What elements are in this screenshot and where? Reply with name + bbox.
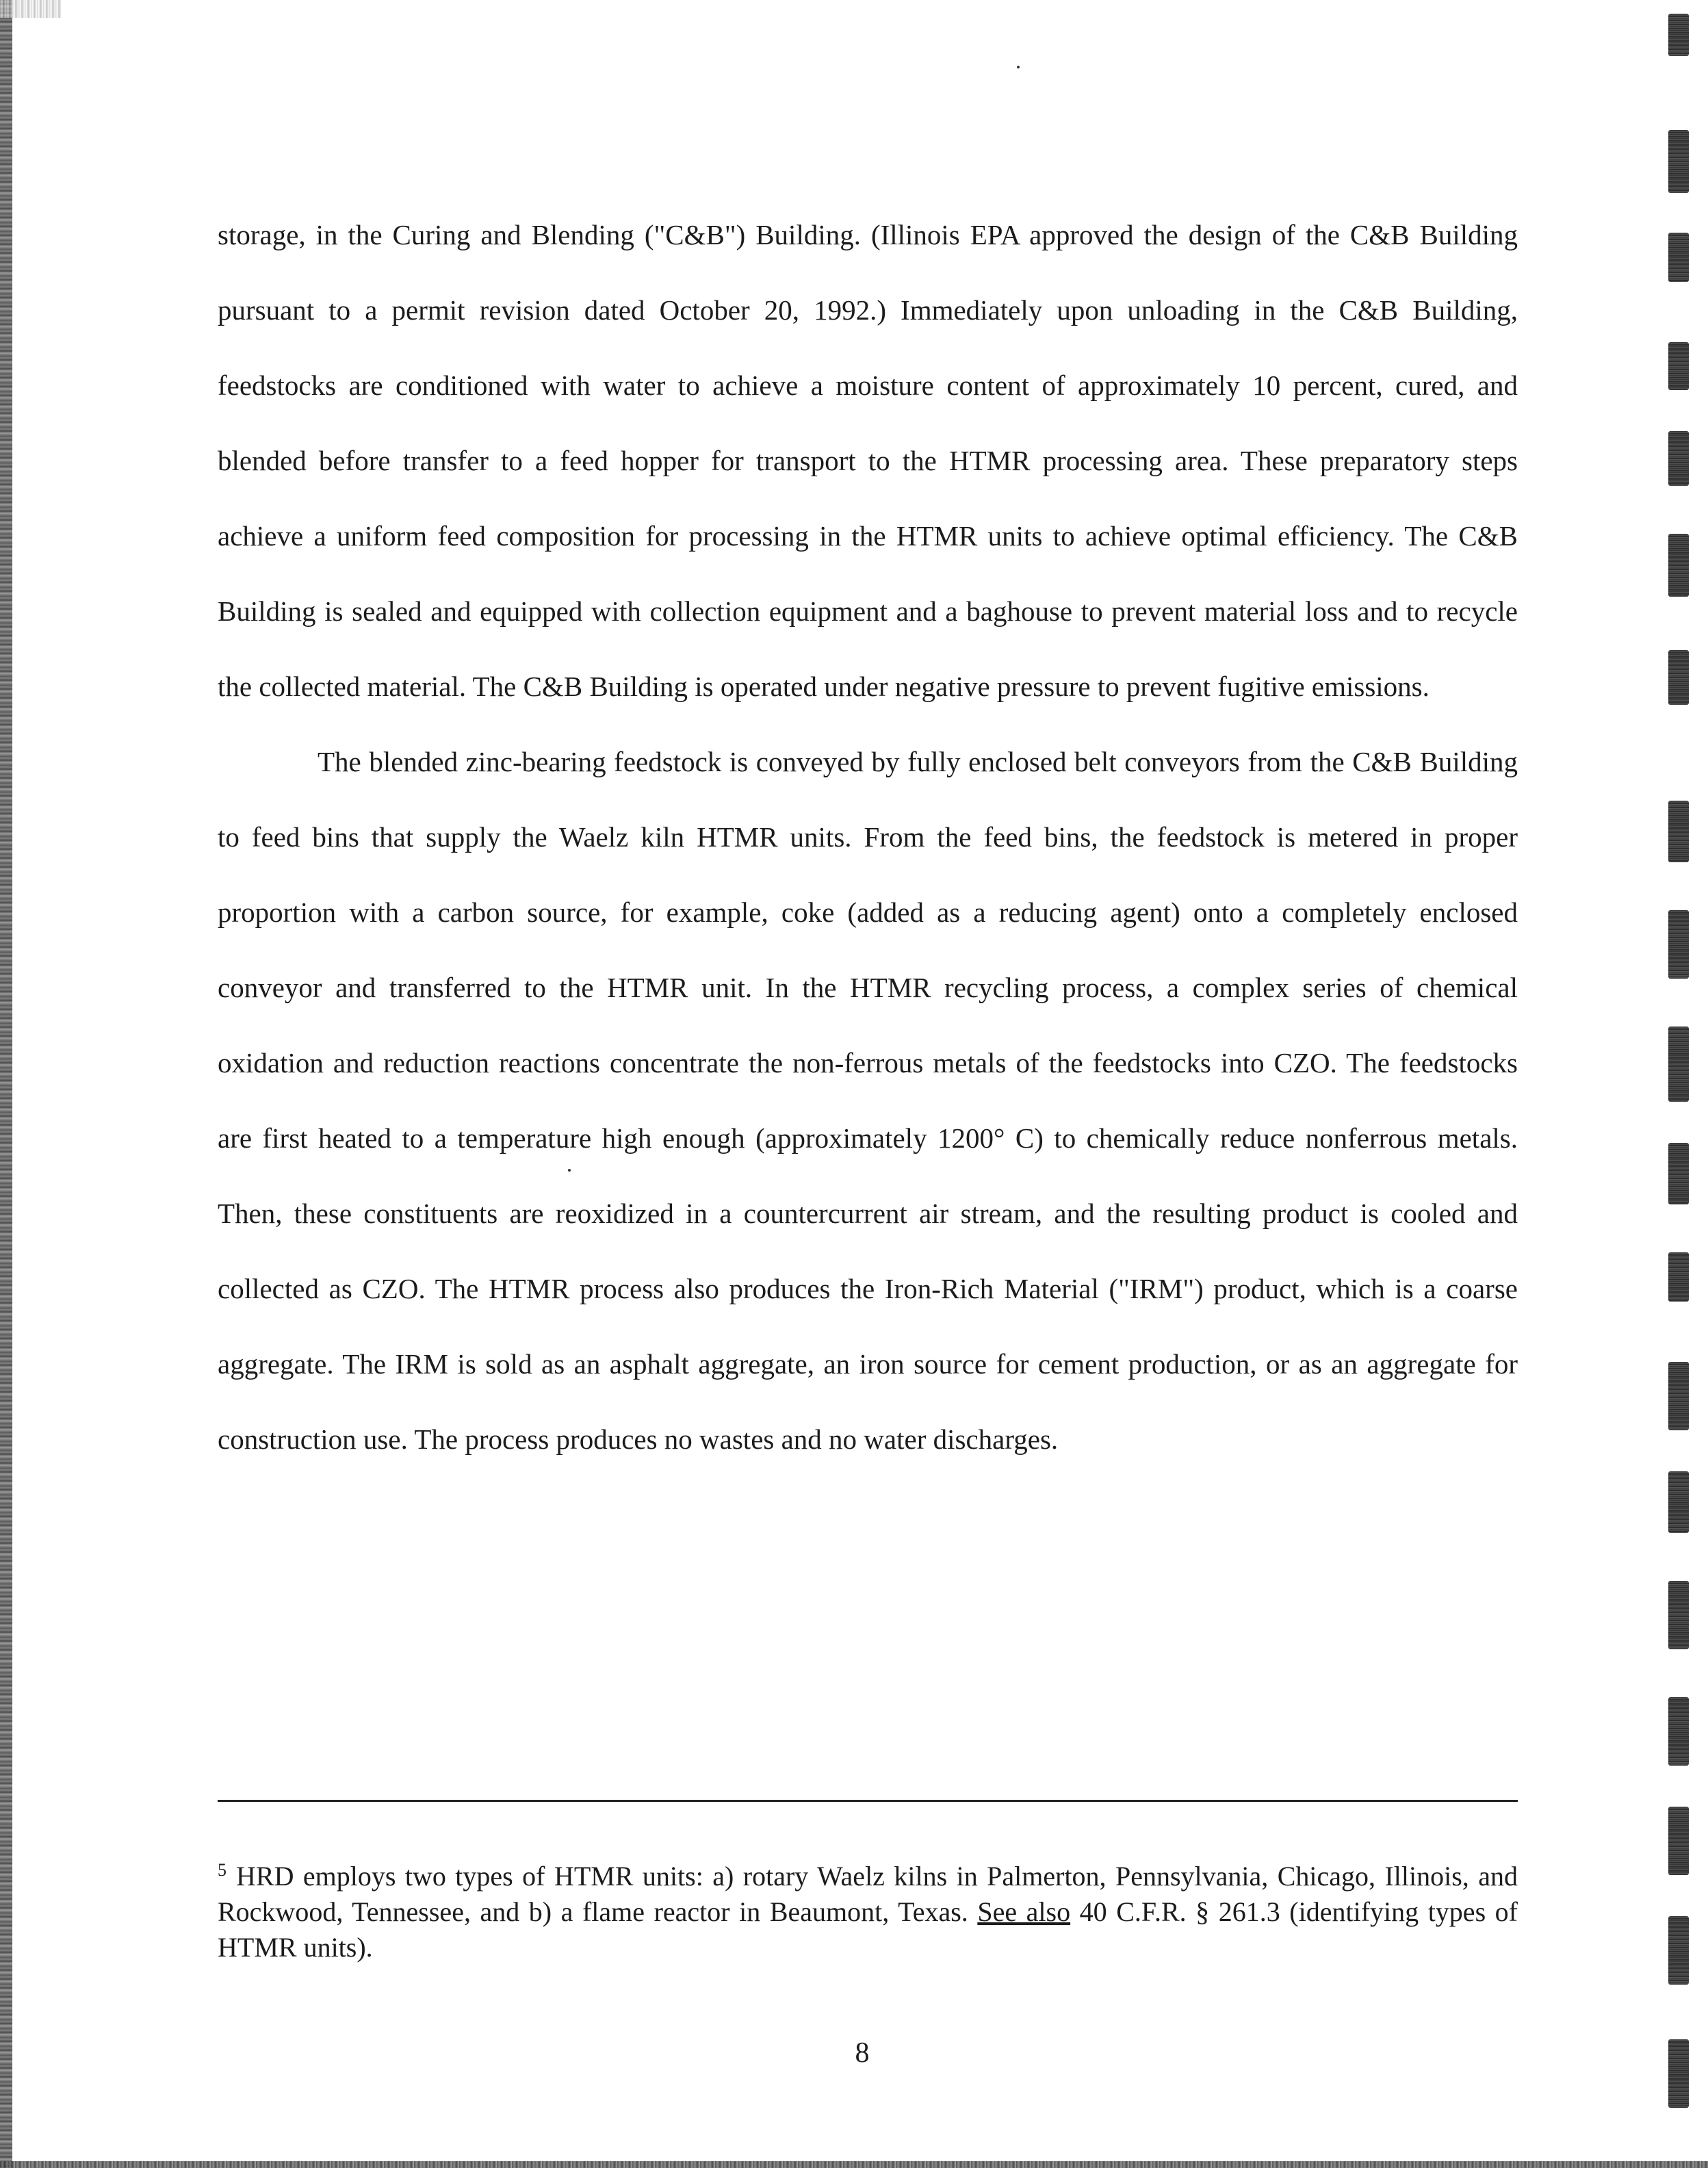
body-text bbox=[218, 197, 1518, 1477]
binding-mark bbox=[1668, 1252, 1689, 1302]
paragraph-2: The blended zinc-bearing feedstock is conveyed by fully enclosed belt conveyors from the C&B Building to feed bins that supply the Waelz kiln HTMR units. From the feed bins, the feedstock is metered in proper proportion with a carbon source, for example, coke (added as a reducing agent) onto a completely enclosed conveyor and transferred to the HTMR unit. In the HTMR recycling process, a complex series of chemical oxidation and reduction reactions concentrate the non-ferrous metals of the feedstocks into CZO. The feedstocks are first heated to a temperature high enough (approximately 1200° C) to chemically reduce nonferrous metals. Then, these constituents are reoxidized in a countercurrent air stream, and the resulting product is cooled and collected as CZO. The HTMR process also produces the Iron-Rich Material ("IRM") product, which is a coarse aggregate. The IRM is sold as an asphalt aggregate, an iron source for cement production, or as an aggregate for construction use. The process produces no wastes and no water discharges. bbox=[218, 746, 1518, 1455]
binding-mark bbox=[1668, 1471, 1689, 1533]
footnote bbox=[218, 1859, 1518, 1965]
binding-mark bbox=[1668, 650, 1689, 705]
scan-speck bbox=[1017, 66, 1020, 68]
footnote-citation: 40 C.F.R. § 261.3 (identifying types of HTMR units). bbox=[218, 1896, 1518, 1963]
binding-mark bbox=[1668, 801, 1689, 862]
scan-bottom-edge bbox=[0, 2161, 1708, 2168]
binding-mark bbox=[1668, 14, 1689, 56]
binding-mark bbox=[1668, 1581, 1689, 1649]
binding-mark bbox=[1668, 534, 1689, 597]
footnote-divider bbox=[218, 1800, 1518, 1802]
binding-mark bbox=[1668, 2039, 1689, 2108]
paragraph-1: storage, in the Curing and Blending ("C&B") Building. (Illinois EPA approved the design of the C&B Building pursuant to a permit revision dated October 20, 1992.) Immediately upon unloading in the C&B Building, feedstocks are conditioned with water to achieve a moisture content of approximately 10 percent, cured, and blended before transfer to a feed hopper for transport to the HTMR processing area. These preparatory steps achieve a uniform feed composition for processing in the HTMR units to achieve optimal efficiency. The C&B Building is sealed and equipped with collection equipment and a baghouse to prevent material loss and to recycle the collected material. The C&B Building is operated under negative pressure to prevent fugitive emissions. bbox=[218, 219, 1518, 702]
binding-mark bbox=[1668, 1697, 1689, 1766]
binding-mark bbox=[1668, 233, 1689, 282]
binding-mark bbox=[1668, 1916, 1689, 1985]
binding-mark bbox=[1668, 1143, 1689, 1204]
binding-mark bbox=[1668, 910, 1689, 979]
footnote-text: HRD employs two types of HTMR units: a) rotary Waelz kilns in Palmerton, Pennsylvania, Chicago, Illinois, and Rockwood, Tennessee, and b) a flame reactor in Beaumont, Texas. bbox=[218, 1861, 1518, 1927]
binding-mark bbox=[1668, 342, 1689, 390]
footnote-see-also: See also bbox=[977, 1896, 1071, 1927]
scan-top-noise bbox=[0, 0, 62, 18]
binding-mark bbox=[1668, 1362, 1689, 1430]
binding-mark bbox=[1668, 1027, 1689, 1102]
page-number: 8 bbox=[855, 2037, 870, 2069]
binding-mark bbox=[1668, 1807, 1689, 1875]
footnote-marker: 5 bbox=[218, 1859, 227, 1880]
binding-mark bbox=[1668, 431, 1689, 486]
scan-left-edge bbox=[0, 0, 12, 2168]
binding-mark bbox=[1668, 130, 1689, 193]
